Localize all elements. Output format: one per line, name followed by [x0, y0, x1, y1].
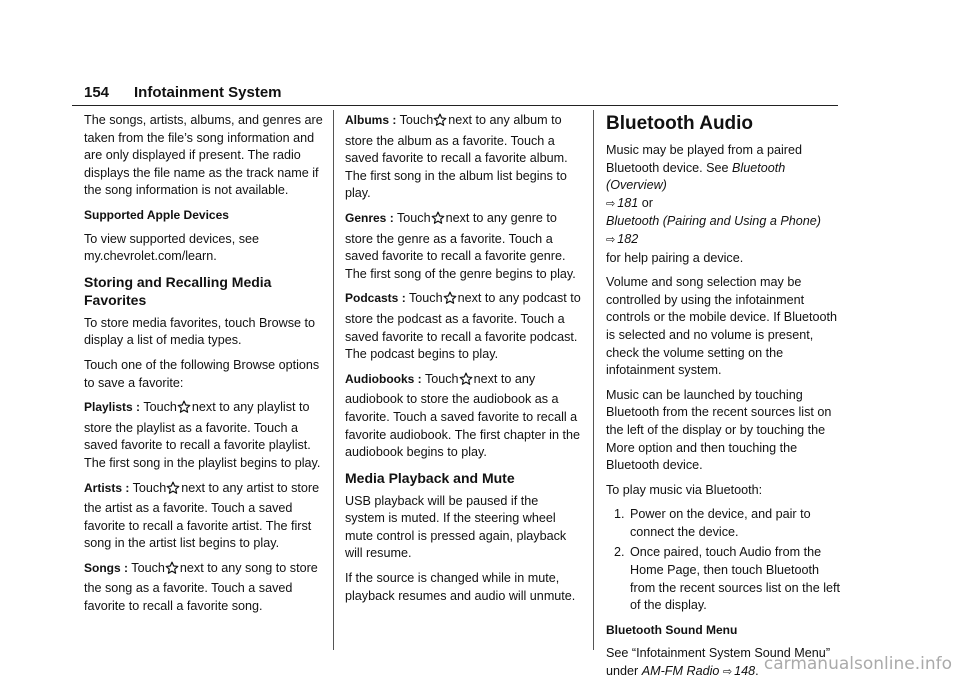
songs-text: next to any song to store the song as a favorite. Touch a saved favorite to recall a favorite song. — [84, 560, 318, 614]
supported-devices-heading: Supported Apple Devices — [84, 207, 229, 222]
play-via-bluetooth-text: To play music via Bluetooth: — [606, 482, 763, 497]
touch-text: Touch — [424, 371, 459, 386]
albums-entry — [345, 112, 581, 203]
songs-term: Songs : — [84, 560, 128, 575]
launch-paragraph: Music can be launched by touching Bluetooth from the recent sources list on the left of the display or by touching the More option and then touching the Bluetooth device. — [606, 387, 832, 473]
genres-term: Genres : — [345, 210, 394, 225]
podcasts-term: Podcasts : — [345, 291, 406, 306]
star-icon — [433, 113, 447, 133]
intro-paragraph: The songs, artists, albums, and genres are taken from the file’s song information and are only displayed if present. The radio displays the file name as the track name if the song information is not available. — [84, 113, 323, 198]
playlists-text: next to any playlist to store the playlist as a favorite. Touch a saved favorite to recall a favorite playlist. The first song in the playlist begins to play. — [84, 400, 321, 470]
column-2 — [345, 112, 581, 612]
bluetooth-overview-link[interactable]: Bluetooth (Overview) — [606, 160, 786, 193]
period: . — [755, 664, 759, 679]
page-ref-arrow-icon: ⇨ — [722, 666, 733, 679]
star-icon — [459, 372, 473, 392]
column-1 — [84, 112, 324, 623]
bluetooth-sound-menu-heading: Bluetooth Sound Menu — [606, 622, 738, 637]
touch-text: Touch — [408, 291, 443, 306]
artists-entry — [84, 480, 324, 553]
column-divider — [593, 110, 594, 650]
bluetooth-audio-heading: Bluetooth Audio — [606, 113, 754, 134]
genres-entry — [345, 210, 581, 283]
page-ref[interactable]: 182 — [617, 231, 639, 246]
star-icon — [166, 481, 180, 501]
artists-term: Artists : — [84, 480, 130, 495]
page-number: 154 — [84, 84, 110, 101]
star-icon — [177, 400, 191, 420]
touch-text: Touch — [143, 400, 177, 415]
songs-entry — [84, 560, 324, 616]
playlists-entry — [84, 399, 324, 472]
pairing-help-text: for help pairing a device. — [606, 250, 744, 265]
audiobooks-term: Audiobooks : — [345, 371, 422, 386]
touch-text: Touch — [399, 113, 434, 127]
genres-text: next to any genre to store the genre as a favorite. Touch a saved favorite to recall a favorite genre. The first song of the genre begins to play. — [345, 210, 576, 281]
watermark: carmanualsonline.info — [763, 654, 952, 674]
favorites-paragraph: Touch one of the following Browse options to save a favorite: — [84, 357, 320, 390]
page-header — [72, 84, 838, 106]
column-3 — [606, 112, 842, 689]
star-icon — [165, 561, 179, 581]
star-icon — [443, 291, 457, 311]
bluetooth-pairing-link[interactable]: Bluetooth (Pairing and Using a Phone) — [606, 214, 821, 229]
section-title: Infotainment System — [134, 84, 282, 101]
touch-text: Touch — [132, 480, 167, 495]
favorites-heading: Storing and Recalling Media Favorites — [84, 273, 272, 308]
favorites-paragraph: To store media favorites, touch Browse to display a list of media types. — [84, 315, 315, 348]
touch-text: Touch — [396, 210, 431, 225]
media-paragraph: USB playback will be paused if the system is muted. If the steering wheel mute control is pressed again, playback will resume. — [345, 493, 567, 561]
page-ref[interactable]: 181 — [617, 195, 639, 210]
am-fm-radio-link[interactable]: AM-FM Radio — [641, 664, 720, 679]
list-item: 2. Once paired, touch Audio from the Home Page, then touch Bluetooth from the recent sources list on the left of the display. — [628, 544, 842, 614]
podcasts-entry — [345, 290, 581, 363]
podcasts-text: next to any podcast to store the podcast as a favorite. Touch a saved favorite to recall a favorite podcast. The podcast begins to play. — [345, 291, 581, 362]
touch-text: Touch — [131, 560, 165, 575]
albums-text: next to any album to store the album as a favorite. Touch a saved favorite to recall a favorite album. The first song in the album list begins to play. — [345, 113, 568, 201]
or-text: or — [641, 195, 653, 210]
page-ref[interactable]: 148 — [734, 664, 756, 679]
page-ref-arrow-icon: ⇨ — [606, 233, 616, 246]
media-playback-heading: Media Playback and Mute — [345, 469, 515, 486]
volume-paragraph: Volume and song selection may be controlled by using the infotainment controls or the mobile device. If Bluetooth is selected and no volume is present, check the volume setting on the infotainment system. — [606, 275, 838, 378]
audiobooks-entry — [345, 371, 581, 462]
bluetooth-intro — [606, 142, 842, 267]
audiobooks-text: next to any audiobook to store the audiobook as a favorite. Touch a saved favorite to recall a favorite audiobook. The first chapter in the audiobook begins to play. — [345, 371, 580, 460]
list-item: 1. Power on the device, and pair to connect the device. — [628, 506, 842, 541]
steps-list — [606, 506, 842, 615]
media-paragraph: If the source is changed while in mute, playback resumes and audio will unmute. — [345, 571, 576, 603]
column-divider — [333, 110, 334, 650]
sound-menu-text: See “Infotainment System Sound Menu” under — [606, 646, 831, 679]
supported-devices-text: To view supported devices, see my.chevrolet.com/learn. — [84, 231, 260, 264]
playlists-term: Playlists : — [84, 400, 141, 415]
artists-text: next to any artist to store the artist as a favorite. Touch a saved favorite to recall a favorite artist. The first song in the artist list begins to play. — [84, 480, 320, 551]
page-ref-arrow-icon: ⇨ — [606, 197, 616, 210]
albums-term: Albums : — [345, 113, 397, 127]
star-icon — [431, 211, 445, 231]
bluetooth-intro-text: Music may be played from a paired Bluetooth device. See — [606, 143, 802, 175]
